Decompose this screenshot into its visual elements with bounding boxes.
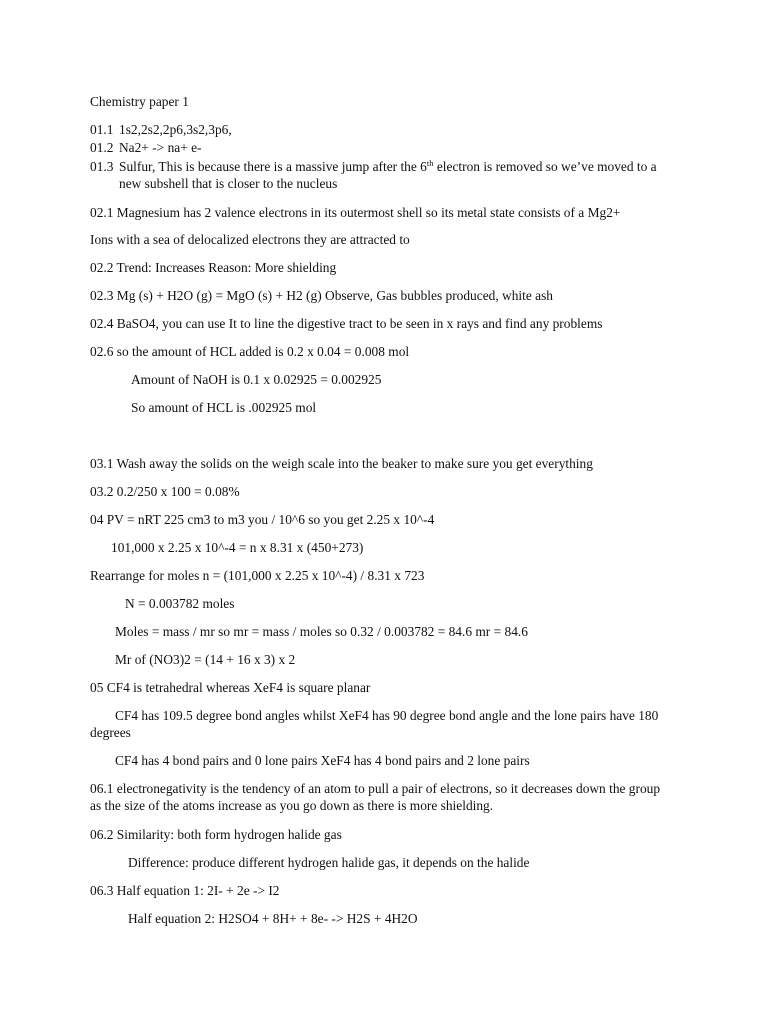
q06-2-line: 06.2 Similarity: both form hydrogen halide gas xyxy=(90,827,342,842)
q04-line-4: N = 0.003782 moles xyxy=(125,596,235,611)
q04-line-5: Moles = mass / mr so mr = mass / moles so 0.32 / 0.003782 = 84.6 mr = 84.6 xyxy=(115,624,528,639)
q02-6-hcl-line: So amount of HCL is .002925 mol xyxy=(131,400,317,415)
q02-3-line: 02.3 Mg (s) + H2O (g) = MgO (s) + H2 (g) Observe, Gas bubbles produced, white ash xyxy=(90,288,553,303)
q06-3-line: 06.3 Half equation 1: 2I- + 2e -> I2 xyxy=(90,883,280,898)
q01-2-number: 01.2 xyxy=(90,140,114,155)
q03-1-line: 03.1 Wash away the solids on the weigh scale into the beaker to make sure you get everything xyxy=(90,456,593,471)
q01-3-number: 01.3 xyxy=(90,159,114,174)
q01-3-answer xyxy=(119,158,657,175)
q02-6-naoh-line: Amount of NaOH is 0.1 x 0.02925 = 0.002925 xyxy=(131,372,382,387)
q06-3-half-equation-2: Half equation 2: H2SO4 + 8H+ + 8e- -> H2S + 4H2O xyxy=(128,911,418,926)
q02-4-line: 02.4 BaSO4, you can use It to line the digestive tract to be seen in x rays and find any problems xyxy=(90,316,603,331)
q02-1-continuation: Ions with a sea of delocalized electrons they are attracted to xyxy=(90,232,410,247)
q04-line-6: Mr of (NO3)2 = (14 + 16 x 3) x 2 xyxy=(115,652,296,667)
q04-line-2: 101,000 x 2.25 x 10^-4 = n x 8.31 x (450+273) xyxy=(111,540,364,555)
q03-2-line: 03.2 0.2/250 x 100 = 0.08% xyxy=(90,484,240,499)
q05-line-1: 05 CF4 is tetrahedral whereas XeF4 is square planar xyxy=(90,680,371,695)
q01-3-continuation: new subshell that is closer to the nucleus xyxy=(119,176,338,191)
q01-2-answer: Na2+ -> na+ e- xyxy=(119,140,202,155)
q01-1-number: 01.1 xyxy=(90,122,114,137)
q05-line-2: CF4 has 109.5 degree bond angles whilst XeF4 has 90 degree bond angle and the lone pairs have 180 degrees xyxy=(90,708,659,740)
q04-line-3: Rearrange for moles n = (101,000 x 2.25 x 10^-4) / 8.31 x 723 xyxy=(90,568,425,583)
q06-2-difference-line: Difference: produce different hydrogen halide gas, it depends on the halide xyxy=(128,855,530,870)
q06-1-line: 06.1 electronegativity is the tendency of an atom to pull a pair of electrons, so it decreases down the group as the size of the atoms increase as you go down as there is more shielding. xyxy=(90,781,661,813)
q01-3-text-before: Sulfur, This is because there is a massive jump after the 6 xyxy=(119,159,427,174)
q02-1-line: 02.1 Magnesium has 2 valence electrons in its outermost shell so its metal state consists of a Mg2+ xyxy=(90,205,621,220)
document-title: Chemistry paper 1 xyxy=(90,94,189,109)
q05-line-3: CF4 has 4 bond pairs and 0 lone pairs XeF4 has 4 bond pairs and 2 lone pairs xyxy=(115,753,530,768)
q02-2-line: 02.2 Trend: Increases Reason: More shielding xyxy=(90,260,337,275)
q04-line-1: 04 PV = nRT 225 cm3 to m3 you / 10^6 so you get 2.25 x 10^-4 xyxy=(90,512,435,527)
q01-3-text-after: electron is removed so we’ve moved to a xyxy=(433,159,657,174)
q01-1-answer: 1s2,2s2,2p6,3s2,3p6, xyxy=(119,122,232,137)
q01-3-superscript: th xyxy=(426,158,434,168)
q02-6-line: 02.6 so the amount of HCL added is 0.2 x 0.04 = 0.008 mol xyxy=(90,344,410,359)
